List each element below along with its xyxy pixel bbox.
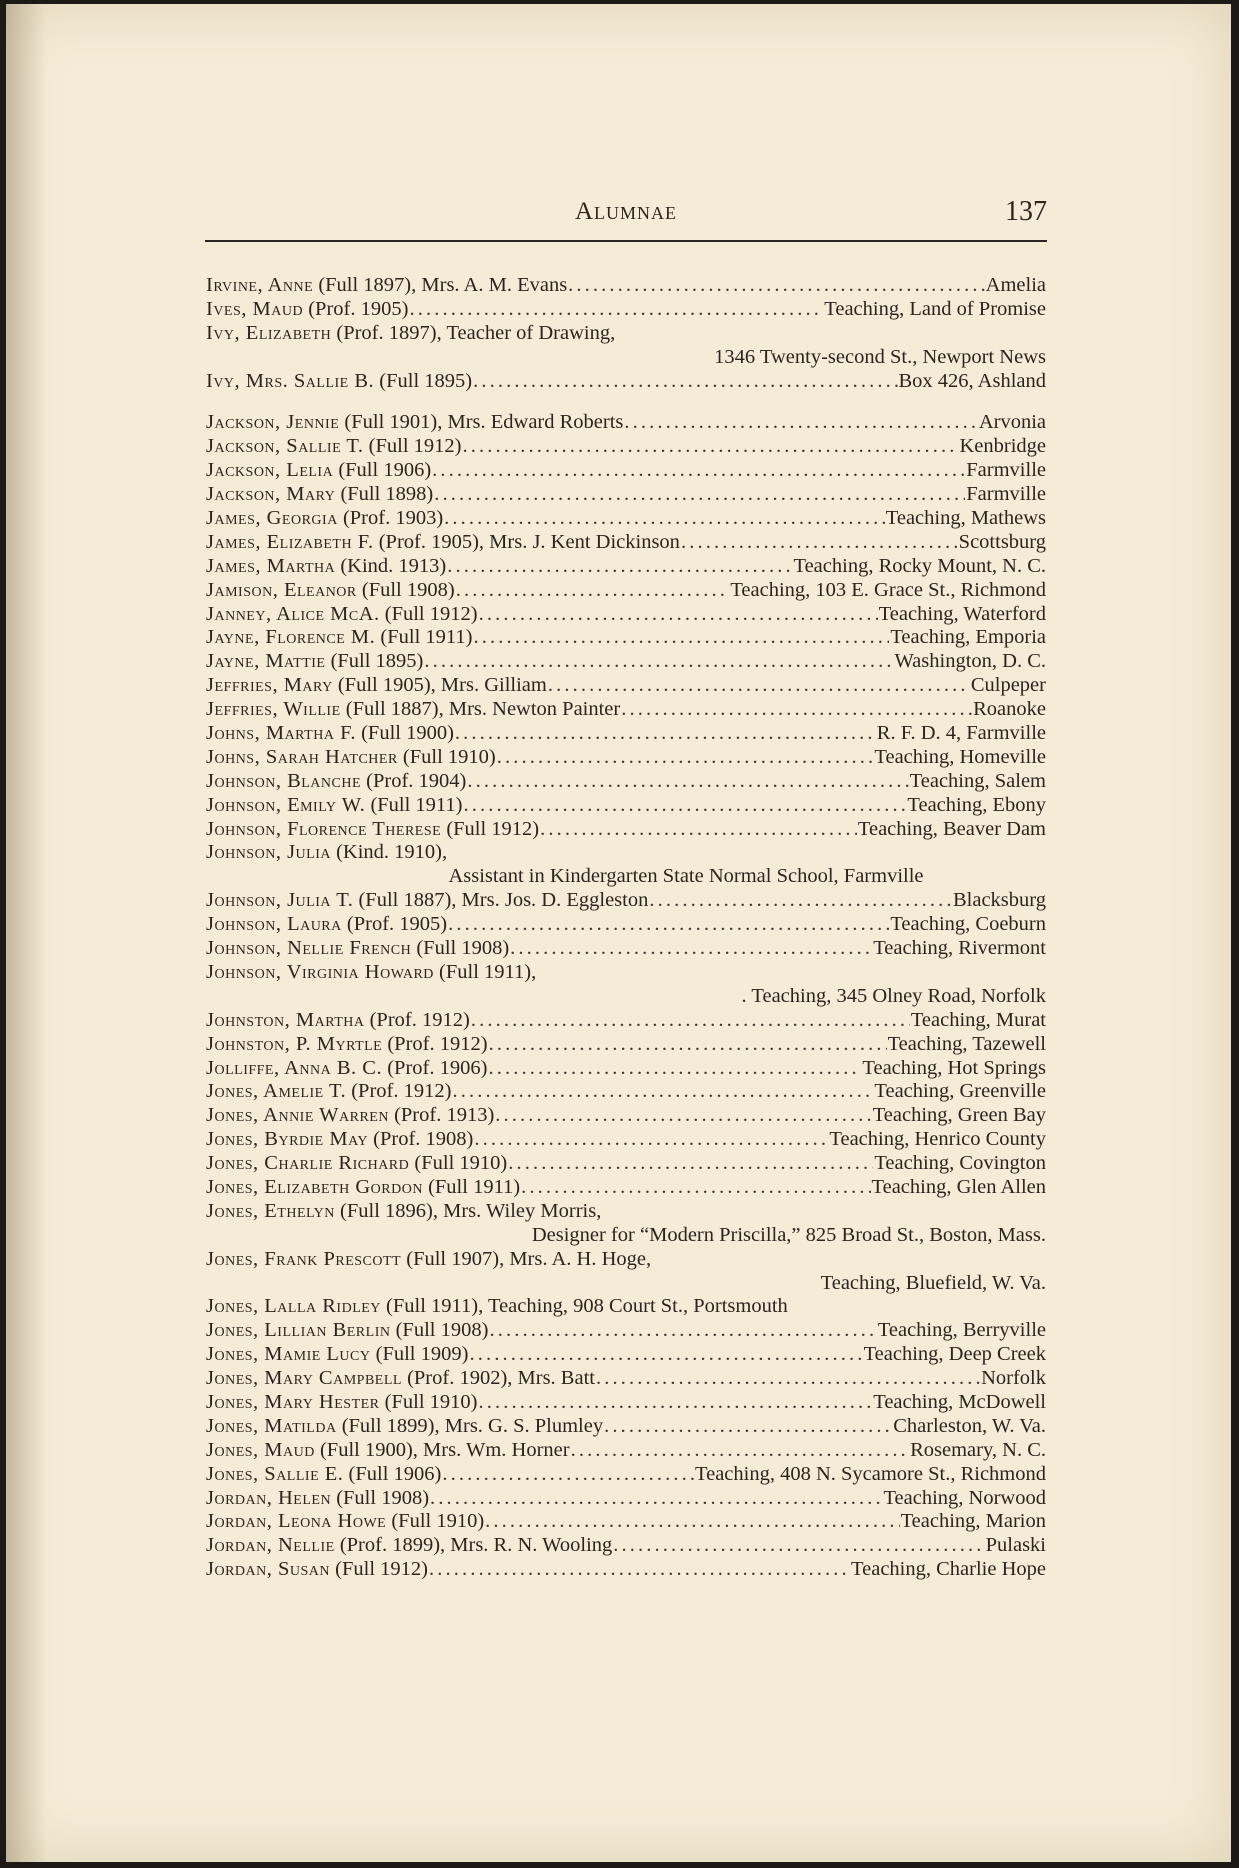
entry-left [206, 1009, 470, 1033]
alumna-location: Teaching, Ebony [907, 793, 1046, 816]
entry-left [206, 674, 547, 698]
page-header [205, 196, 1047, 240]
entry-left [206, 1463, 441, 1487]
alumna-entry [206, 722, 1046, 746]
alumna-entry [206, 937, 1046, 961]
dot-leader [613, 1534, 984, 1558]
alumna-course: (Full 1911), [439, 960, 537, 983]
alumna-course: (Prof. 1897), Teacher of Drawing, [336, 321, 616, 344]
alumna-name: Johns, Sarah Hatcher [206, 745, 398, 768]
alumna-continuation: 1346 Twenty-second St., Newport News [714, 345, 1046, 368]
alumna-entry [206, 650, 1046, 674]
alumna-name: Johnson, Nellie French [206, 937, 412, 960]
alumna-name: Jones, Ethelyn [206, 1199, 335, 1222]
alumna-entry [206, 1367, 1046, 1391]
dot-leader [444, 507, 885, 531]
alumna-entry [206, 1343, 1046, 1367]
alumna-course: (Full 1899), Mrs. G. S. Plumley [341, 1414, 604, 1437]
entry-left [206, 298, 408, 322]
alumna-name: Ivy, Elizabeth [206, 321, 332, 344]
alumna-location: Norfolk [981, 1367, 1046, 1390]
entry-left [206, 555, 446, 579]
alumna-location: Teaching, Beaver Dam [857, 817, 1046, 840]
dot-leader [497, 746, 874, 770]
alumna-location: Teaching, Mathews [885, 507, 1046, 530]
entry-left [206, 746, 496, 770]
alumna-course: (Full 1900), Mrs. Wm. Horner [319, 1438, 570, 1461]
page-number: 137 [1005, 196, 1047, 227]
alumna-location: Teaching, Salem [909, 769, 1046, 792]
alumna-name: Jackson, Sallie T. [206, 435, 364, 458]
alumna-course: (Full 1908) [416, 937, 510, 960]
alumna-location: Teaching, 103 E. Grace St., Richmond [730, 578, 1046, 601]
alumna-course: (Full 1910) [414, 1152, 508, 1175]
alumna-name: Johnson, Emily W. [206, 793, 366, 816]
alumna-location: Teaching, Coeburn [890, 913, 1046, 936]
alumna-entry [206, 411, 1046, 435]
alumna-location: Teaching, Rocky Mount, N. C. [793, 554, 1046, 577]
alumna-course: (Full 1898) [340, 483, 434, 506]
alumna-name: Johnston, P. Myrtle [206, 1032, 383, 1055]
alumna-name: Jeffries, Willie [206, 698, 341, 721]
entry-left [206, 459, 431, 483]
alumna-name: Jordan, Leona Howe [206, 1510, 387, 1533]
alumna-location: Teaching, Norwood [883, 1486, 1046, 1509]
alumna-location: Teaching, Rivermont [873, 937, 1046, 960]
entry-left [206, 1391, 477, 1415]
alumna-name: James, Georgia [206, 507, 338, 530]
alumna-course: (Full 1906) [348, 1462, 442, 1485]
alumna-course: (Full 1912) [368, 435, 462, 458]
dot-leader [596, 1367, 980, 1391]
alumna-name: Jordan, Susan [206, 1558, 331, 1581]
alumna-location: Roanoke [973, 698, 1046, 721]
alumna-location: Teaching, Greenville [874, 1080, 1046, 1103]
entry-left [206, 1534, 612, 1558]
alumna-name: Jones, Frank Prescott [206, 1247, 402, 1270]
dot-leader [510, 937, 872, 961]
alumna-course: (Full 1897), Mrs. A. M. Evans [318, 274, 568, 296]
alumna-name: Johns, Martha F. [206, 722, 356, 745]
dot-leader [521, 1176, 870, 1200]
dot-leader [548, 674, 970, 698]
dot-leader [456, 579, 730, 603]
alumna-location: Teaching, Deep Creek [863, 1343, 1046, 1366]
page-binding-shadow [6, 4, 46, 1862]
alumna-name: Jackson, Jennie [206, 411, 340, 434]
entry-left [206, 913, 447, 937]
entry-left [206, 889, 648, 913]
alumna-location: Arvonia [978, 411, 1046, 434]
alumna-course: (Full 1907), Mrs. A. H. Hoge, [406, 1247, 652, 1270]
alumna-location: Amelia [985, 274, 1046, 296]
alumna-course: (Prof. 1912) [369, 1008, 470, 1031]
alumna-location: Teaching, McDowell [873, 1390, 1046, 1413]
alumna-name: Jamison, Eleanor [206, 578, 357, 601]
alumna-entry [206, 1295, 1046, 1319]
alumna-name: Johnson, Florence Therese [206, 817, 442, 840]
alumna-entry [206, 889, 1046, 913]
alumna-name: Jeffries, Mary [206, 674, 333, 697]
alumna-name: Jones, Mary Hester [206, 1390, 380, 1413]
alumna-name: Jayne, Florence M. [206, 626, 376, 649]
alumna-entry [206, 1510, 1046, 1534]
alumna-name: Jones, Elizabeth Gordon [206, 1175, 423, 1198]
dot-leader [473, 370, 897, 394]
dot-leader [442, 1463, 694, 1487]
alumna-course: (Full 1910) [384, 1390, 478, 1413]
entry-left [206, 411, 623, 435]
alumna-location: Rosemary, N. C. [910, 1438, 1046, 1461]
entry-left [206, 507, 443, 531]
alumna-location: Teaching, Hot Springs [862, 1056, 1046, 1079]
alumna-location: Teaching, Glen Allen [871, 1175, 1046, 1198]
alumna-continuation: Assistant in Kindergarten State Normal School, Farmville [448, 865, 924, 888]
alumna-course: (Full 1887), Mrs. Jos. D. Eggleston [358, 889, 649, 912]
running-head: Alumnae [574, 198, 678, 225]
alumna-course: (Full 1910) [402, 745, 496, 768]
dot-leader [452, 1080, 873, 1104]
alumna-name: Jordan, Helen [206, 1486, 332, 1509]
alumna-name: Johnson, Virginia Howard [206, 960, 434, 983]
alumna-continuation: Designer for “Modern Priscilla,” 825 Broad St., Boston, Mass. [531, 1223, 1046, 1246]
alumna-course: (Full 1911) [380, 626, 473, 649]
entry-left [206, 818, 539, 842]
alumna-location: R. F. D. 4, Farmville [876, 722, 1046, 745]
entry-left [206, 1510, 484, 1534]
entry-left [206, 435, 461, 459]
alumna-course: (Full 1911) [428, 1175, 521, 1198]
entry-left [206, 722, 454, 746]
alumna-location: Scottsburg [958, 530, 1046, 553]
alumna-name: Jones, Mary Campbell [206, 1367, 402, 1390]
alumna-course: (Full 1911), Teaching, 908 Court St., Portsmouth [386, 1295, 788, 1318]
alumna-course: (Prof. 1908) [373, 1128, 474, 1151]
alumna-location: Washington, D. C. [894, 650, 1046, 673]
alumna-entry [206, 579, 1046, 603]
alumna-course: (Prof. 1912) [387, 1032, 488, 1055]
alumna-entry [206, 913, 1046, 937]
dot-leader [681, 531, 958, 555]
alumna-name: Jones, Maud [206, 1438, 315, 1461]
entry-left [206, 579, 455, 603]
entry-left [206, 1104, 494, 1128]
alumna-entry [206, 1057, 1046, 1081]
alumna-entry [206, 746, 1046, 770]
entry-left [206, 626, 472, 650]
alumna-course: (Prof. 1912) [351, 1080, 452, 1103]
entry-left [206, 1176, 520, 1200]
entry-left [206, 770, 466, 794]
alumna-entry [206, 1558, 1046, 1582]
alumna-location: Teaching, Tazewell [887, 1032, 1046, 1055]
alumna-course: (Full 1895) [379, 369, 473, 392]
alumna-location: Charleston, W. Va. [893, 1414, 1046, 1437]
alumna-location: Teaching, Murat [910, 1008, 1046, 1031]
dot-leader [455, 722, 876, 746]
alumna-entry [206, 603, 1046, 627]
alumna-entry [206, 770, 1046, 794]
alumna-name: Jones, Byrdie May [206, 1128, 369, 1151]
alumna-course: (Prof. 1899), Mrs. R. N. Wooling [339, 1534, 613, 1557]
alumna-course: (Full 1895) [330, 650, 424, 673]
alumna-entry [206, 1248, 1046, 1272]
alumna-entry [206, 626, 1046, 650]
dot-leader [462, 435, 958, 459]
alumna-entry [206, 841, 1046, 865]
alumna-name: Jackson, Lelia [206, 459, 334, 482]
alumna-location: Teaching, Emporia [890, 626, 1046, 649]
entry-left [206, 1487, 429, 1511]
entry-left [206, 531, 680, 555]
dot-leader [471, 1009, 910, 1033]
dot-leader [571, 1439, 910, 1463]
alumna-location: Teaching, Homeville [874, 745, 1046, 768]
alumna-entry [206, 1319, 1046, 1343]
alumna-entry [206, 1463, 1046, 1487]
alumna-course: (Full 1909) [375, 1343, 469, 1366]
alumna-name: Jones, Lalla Ridley [206, 1295, 381, 1318]
alumna-entry [206, 1415, 1046, 1439]
alumna-name: Jayne, Mattie [206, 650, 326, 673]
alumna-entry [206, 1439, 1046, 1463]
alumna-name: Jones, Annie Warren [206, 1104, 389, 1127]
alumna-course: (Prof. 1913) [394, 1104, 495, 1127]
alumna-name: Jordan, Nellie [206, 1534, 335, 1557]
dot-leader [621, 698, 972, 722]
alumna-name: Ivy, Mrs. Sallie B. [206, 369, 375, 392]
entry-left [206, 1033, 488, 1057]
entry-left [206, 698, 620, 722]
alumna-location: Box 426, Ashland [898, 369, 1046, 392]
alumna-entry [206, 794, 1046, 818]
alumna-course: (Full 1908) [395, 1319, 489, 1342]
alumna-course: (Prof. 1905) [346, 913, 448, 936]
alumna-entry [206, 1487, 1046, 1511]
entry-left [206, 937, 509, 961]
alumna-location: Pulaski [985, 1534, 1046, 1557]
dot-leader [540, 818, 857, 842]
alumna-entry [206, 298, 1046, 322]
alumna-entry [206, 698, 1046, 722]
dot-leader [409, 298, 823, 322]
dot-leader [464, 794, 907, 818]
dot-leader [649, 889, 952, 913]
dot-leader [469, 1343, 862, 1367]
alumna-name: Janney, Alice McA. [206, 602, 380, 625]
alumna-name: Jolliffe, Anna B. C. [206, 1056, 383, 1079]
alumna-entry [206, 531, 1046, 555]
alumna-location: Farmville [966, 483, 1046, 506]
alumna-name: Jones, Sallie E. [206, 1462, 344, 1485]
entry-left [206, 1057, 487, 1081]
alumna-course: (Prof. 1903) [342, 507, 444, 530]
alumna-course: (Full 1908) [336, 1486, 430, 1509]
alumna-entry [206, 1176, 1046, 1200]
alumna-entry [206, 1152, 1046, 1176]
alumna-course: (Full 1905), Mrs. Gilliam [337, 674, 547, 697]
alumna-location: Teaching, Land of Promise [824, 297, 1046, 320]
alumna-course: (Prof. 1905) [308, 297, 409, 320]
alumna-location: Teaching, Berryville [877, 1319, 1046, 1342]
dot-leader [424, 650, 893, 674]
alumna-course: (Prof. 1905), Mrs. J. Kent Dickinson [378, 530, 680, 553]
alumna-location: Teaching, Charlie Hope [851, 1558, 1046, 1581]
alumna-name: Irvine, Anne [206, 274, 314, 296]
dot-leader [474, 1128, 828, 1152]
alumna-entry [206, 459, 1046, 483]
alumna-course: (Full 1912) [335, 1558, 428, 1581]
dot-leader [568, 274, 984, 298]
alumna-entry [206, 1200, 1046, 1224]
alumna-name: Jackson, Mary [206, 483, 336, 506]
dot-leader [624, 411, 977, 435]
alumna-entry [206, 1128, 1046, 1152]
entry-left [206, 1128, 473, 1152]
alumna-entry [206, 818, 1046, 842]
alumna-entry [206, 1534, 1046, 1558]
alumna-continuation: . Teaching, 345 Olney Road, Norfolk [741, 984, 1046, 1007]
dot-leader [604, 1415, 892, 1439]
alumna-location: Blacksburg [952, 889, 1046, 912]
dot-leader [432, 459, 965, 483]
dot-leader [488, 1057, 861, 1081]
alumna-location: Teaching, Waterford [878, 602, 1046, 625]
alumna-name: Johnson, Laura [206, 913, 342, 936]
alumna-entry [206, 370, 1046, 394]
entry-left [206, 1343, 468, 1367]
alumna-entry [206, 961, 1046, 985]
alumna-course: (Prof. 1904) [366, 769, 467, 792]
alumna-entry [206, 1080, 1046, 1104]
alumna-course: (Full 1908) [361, 578, 455, 601]
alumna-location: Farmville [966, 459, 1046, 482]
entry-left [206, 370, 472, 394]
alumna-name: Jones, Lillian Berlin [206, 1319, 391, 1342]
alumna-name: Jones, Charlie Richard [206, 1152, 410, 1175]
alumna-course: (Kind. 1913) [340, 554, 447, 577]
alumna-course: (Full 1896), Mrs. Wiley Morris, [340, 1199, 602, 1222]
alumna-entry [206, 1104, 1046, 1128]
dot-leader [434, 483, 965, 507]
alumna-entry [206, 274, 1046, 298]
alumna-name: James, Elizabeth F. [206, 530, 374, 553]
dot-leader [489, 1033, 887, 1057]
alumna-location: Teaching, Henrico County [829, 1128, 1046, 1151]
dot-leader [473, 626, 889, 650]
alumnae-list [206, 274, 1046, 1582]
alumna-course: (Prof. 1906) [387, 1056, 488, 1079]
alumna-course: (Full 1911) [370, 793, 463, 816]
alumna-location: Teaching, 408 N. Sycamore St., Richmond [695, 1462, 1046, 1485]
entry-left [206, 794, 463, 818]
entry-left [206, 1558, 428, 1582]
dot-leader [479, 603, 878, 627]
alumna-entry [206, 1391, 1046, 1415]
alumna-name: Jones, Amelie T. [206, 1080, 347, 1103]
entry-left [206, 274, 567, 298]
dot-leader [448, 913, 889, 937]
alumna-location: Teaching, Green Bay [872, 1104, 1046, 1127]
alumna-name: Johnson, Julia [206, 841, 331, 864]
entry-left [206, 483, 433, 507]
dot-leader [467, 770, 908, 794]
alumna-location: Kenbridge [959, 435, 1046, 458]
dot-leader [429, 1558, 850, 1582]
alumna-entry [206, 322, 1046, 346]
entry-left [206, 1367, 595, 1391]
dot-leader [447, 555, 792, 579]
alumna-entry [206, 1009, 1046, 1033]
dot-leader [489, 1319, 876, 1343]
entry-left [206, 1319, 488, 1343]
alumna-name: Johnson, Julia T. [206, 889, 354, 912]
alumna-entry [206, 1033, 1046, 1057]
alumna-course: (Full 1900) [361, 722, 454, 745]
alumna-entry [206, 435, 1046, 459]
alumna-name: Johnston, Martha [206, 1008, 365, 1031]
dot-leader [478, 1391, 872, 1415]
alumna-course: (Full 1910) [391, 1510, 485, 1533]
alumna-location: Teaching, Covington [874, 1152, 1046, 1175]
dot-leader [430, 1487, 882, 1511]
entry-left [206, 1080, 451, 1104]
alumna-name: James, Martha [206, 554, 336, 577]
alumna-name: Johnson, Blanche [206, 769, 362, 792]
alumna-course: (Full 1901), Mrs. Edward Roberts [344, 411, 624, 434]
entry-left [206, 650, 423, 674]
alumna-course: (Prof. 1902), Mrs. Batt [407, 1367, 595, 1390]
alumna-name: Ives, Maud [206, 297, 304, 320]
header-rule [205, 240, 1047, 242]
entry-left [206, 1439, 570, 1463]
entry-left [206, 603, 478, 627]
alumna-name: Jones, Matilda [206, 1414, 337, 1437]
alumna-course: (Full 1912) [384, 602, 478, 625]
alumna-entry [206, 483, 1046, 507]
entry-left [206, 1152, 507, 1176]
dot-leader [508, 1152, 873, 1176]
alumna-course: (Kind. 1910), [336, 841, 448, 864]
entry-left [206, 1415, 603, 1439]
alumna-entry [206, 674, 1046, 698]
alumna-course: (Full 1912) [446, 817, 540, 840]
alumna-location: Culpeper [970, 674, 1046, 697]
alumna-entry [206, 507, 1046, 531]
alumna-name: Jones, Mamie Lucy [206, 1343, 371, 1366]
dot-leader [485, 1510, 899, 1534]
alumna-continuation: Teaching, Bluefield, W. Va. [820, 1271, 1046, 1294]
alumna-course: (Full 1887), Mrs. Newton Painter [345, 698, 621, 721]
alumna-entry [206, 555, 1046, 579]
alumna-location: Teaching, Marion [900, 1510, 1046, 1533]
dot-leader [495, 1104, 871, 1128]
alumna-course: (Full 1906) [338, 459, 432, 482]
